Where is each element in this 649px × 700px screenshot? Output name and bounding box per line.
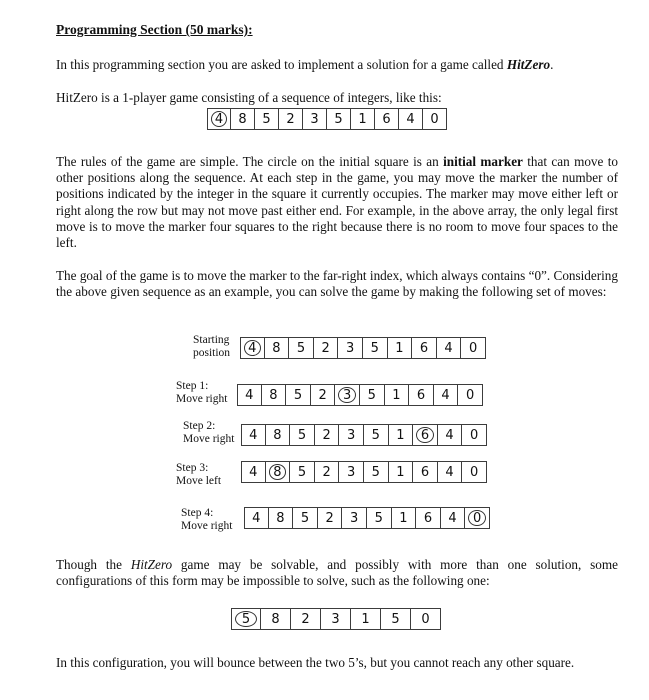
cell-value: 4 xyxy=(249,427,258,443)
sequence-cell xyxy=(261,608,291,630)
sequence-cell xyxy=(339,424,364,446)
step-label-line1: Starting xyxy=(193,334,230,346)
cell-value: 3 xyxy=(310,111,319,127)
section-heading: Programming Section (50 marks): xyxy=(56,22,253,37)
sequence-cell xyxy=(338,337,363,359)
sequence-cell xyxy=(321,608,351,630)
marker-cell xyxy=(413,424,438,446)
cell-value: 8 xyxy=(271,611,280,627)
step-label-line2: position xyxy=(193,346,231,359)
rules-text-1: The rules of the game are simple. The circle on the initial square is an xyxy=(56,154,444,169)
step-label xyxy=(193,334,230,359)
sequence-cell xyxy=(438,424,463,446)
sequence-cell xyxy=(314,337,339,359)
step-label-line2: Move right xyxy=(183,432,235,445)
step-sequence xyxy=(244,507,490,529)
sequence-cell xyxy=(339,461,364,483)
sequence-cell xyxy=(311,384,336,406)
cell-value: 5 xyxy=(297,427,307,443)
cell-value: 5 xyxy=(367,387,376,403)
cell-value: 6 xyxy=(420,464,430,480)
step-sequence xyxy=(241,461,487,483)
cell-value: 5 xyxy=(262,111,271,127)
cell-value: 4 xyxy=(249,464,258,480)
step-sequence xyxy=(240,337,486,359)
sequence-cell xyxy=(458,384,483,406)
sequence-cell xyxy=(409,384,434,406)
sequence-cell xyxy=(315,461,340,483)
sequence-cell xyxy=(265,337,290,359)
cell-value: 4 xyxy=(248,340,257,356)
sequence-cell xyxy=(303,108,327,130)
step-label-line2: Move right xyxy=(181,519,233,532)
sequence-cell xyxy=(411,608,441,630)
sequence-cell xyxy=(416,507,441,529)
sequence-cell xyxy=(388,337,413,359)
sequence-cell xyxy=(241,424,266,446)
goal-paragraph: The goal of the game is to move the marker to the far-right index, which always contains “0”. Considering the above given sequence as an example, you can solve the game by making the following set of moves: xyxy=(56,268,618,300)
sequence-cell xyxy=(291,608,321,630)
cell-value: 4 xyxy=(445,464,454,480)
cell-value: 4 xyxy=(252,510,261,526)
step-label-line1: Step 2: xyxy=(183,420,216,432)
cell-value: 2 xyxy=(322,427,331,443)
sequence-cell xyxy=(385,384,410,406)
cell-value: 8 xyxy=(269,387,278,403)
sequence-cell xyxy=(293,507,318,529)
cell-value: 4 xyxy=(448,510,457,526)
impossible-sequence xyxy=(231,608,441,630)
cell-value: 8 xyxy=(238,111,247,127)
cell-value: 6 xyxy=(423,510,433,526)
marker-cell xyxy=(231,608,261,630)
sequence-cell xyxy=(241,461,266,483)
rules-text-2: that can move to other positions along the sequence. At each step in the game, you may move the marker the number of positions indicated by the integer in the square it currently occupies. The marker may move either left or right along the row but may not move past either end. For example, in the above array, the only legal first move is to move the marker four squares to the right because there is no room to move four spaces to the left. xyxy=(56,154,618,251)
sequence-cell xyxy=(318,507,343,529)
cell-value: 6 xyxy=(420,427,430,443)
step-label-line2: Move right xyxy=(176,392,228,405)
unsolvable-text-2: game may be solvable, and possibly with more than one solution, some configurations of this form may be impossible to solve, such as the following one: xyxy=(56,557,618,589)
step-label-line1: Step 4: xyxy=(181,507,214,519)
cell-value: 0 xyxy=(466,387,475,403)
step-label xyxy=(181,507,232,532)
sequence-cell xyxy=(255,108,279,130)
cell-value: 2 xyxy=(325,510,334,526)
cell-value: 8 xyxy=(272,340,281,356)
sequence-cell xyxy=(399,108,423,130)
sequence-cell xyxy=(461,337,486,359)
sequence-cell xyxy=(413,461,438,483)
unsolvable-paragraph xyxy=(56,557,618,589)
cell-value: 4 xyxy=(441,387,450,403)
cell-value: 6 xyxy=(382,111,391,127)
intro-paragraph xyxy=(56,57,618,73)
cell-value: 5 xyxy=(297,464,307,480)
step-label xyxy=(176,462,221,487)
sequence-cell xyxy=(262,384,287,406)
step-sequence xyxy=(241,424,487,446)
cell-value: 5 xyxy=(374,510,383,526)
sequence-cell xyxy=(462,424,487,446)
cell-value: 2 xyxy=(322,464,331,480)
sequence-cell xyxy=(364,424,389,446)
sequence-cell xyxy=(438,461,463,483)
cell-value: 5 xyxy=(371,427,380,443)
sequence-cell xyxy=(290,461,315,483)
sequence-cell xyxy=(363,337,388,359)
step-label xyxy=(183,420,234,445)
marker-cell xyxy=(266,461,291,483)
cell-value: 5 xyxy=(391,611,400,627)
step-label-line1: Step 1: xyxy=(176,380,209,392)
cell-value: 2 xyxy=(321,340,330,356)
sequence-cell xyxy=(437,337,462,359)
cell-value: 2 xyxy=(318,387,327,403)
cell-value: 1 xyxy=(396,427,405,443)
sequence-cell xyxy=(327,108,351,130)
cell-value: 4 xyxy=(406,111,415,127)
cell-value: 3 xyxy=(346,340,355,356)
sequence-cell xyxy=(367,507,392,529)
step-label-line1: Step 3: xyxy=(176,462,209,474)
cell-value: 2 xyxy=(301,611,310,627)
cell-value: 8 xyxy=(276,510,285,526)
marker-cell xyxy=(465,507,490,529)
cell-value: 0 xyxy=(470,427,479,443)
cell-value: 4 xyxy=(444,340,453,356)
sequence-cell xyxy=(381,608,411,630)
cell-value: 1 xyxy=(361,611,370,627)
cell-value: 0 xyxy=(470,464,479,480)
sequence-cell xyxy=(412,337,437,359)
sequence-cell xyxy=(237,384,262,406)
sequence-cell xyxy=(351,608,381,630)
sequence-cell xyxy=(434,384,459,406)
cell-value: 1 xyxy=(399,510,408,526)
sequence-cell xyxy=(441,507,466,529)
cell-value: 5 xyxy=(296,340,306,356)
sequence-cell xyxy=(286,384,311,406)
cell-value: 4 xyxy=(245,387,254,403)
initial-marker-term: initial marker xyxy=(443,154,523,169)
cell-value: 5 xyxy=(334,111,343,127)
sequence-cell xyxy=(364,461,389,483)
intro-end: . xyxy=(550,57,554,72)
cell-value: 0 xyxy=(421,611,430,627)
cell-value: 5 xyxy=(241,611,251,627)
cell-value: 3 xyxy=(347,427,356,443)
description-line: HitZero is a 1-player game consisting of a sequence of integers, like this: xyxy=(56,90,442,105)
cell-value: 5 xyxy=(300,510,310,526)
marker-cell xyxy=(335,384,360,406)
game-name: HitZero xyxy=(506,57,551,72)
cell-value: 5 xyxy=(293,387,303,403)
sequence-cell xyxy=(231,108,255,130)
sequence-cell xyxy=(392,507,417,529)
marker-cell xyxy=(240,337,265,359)
sequence-cell xyxy=(360,384,385,406)
sequence-cell xyxy=(269,507,294,529)
sequence-cell xyxy=(462,461,487,483)
step-label xyxy=(176,380,227,405)
cell-value: 3 xyxy=(343,387,352,403)
example-sequence xyxy=(207,108,447,130)
sequence-cell xyxy=(389,424,414,446)
game-name-italic: HitZero xyxy=(130,557,173,572)
step-sequence xyxy=(237,384,483,406)
sequence-cell xyxy=(244,507,269,529)
sequence-cell xyxy=(351,108,375,130)
sequence-cell xyxy=(375,108,399,130)
sequence-cell xyxy=(342,507,367,529)
cell-value: 3 xyxy=(347,464,356,480)
cell-value: 8 xyxy=(273,464,282,480)
cell-value: 6 xyxy=(419,340,429,356)
sequence-cell xyxy=(315,424,340,446)
cell-value: 0 xyxy=(430,111,439,127)
cell-value: 0 xyxy=(473,510,482,526)
cell-value: 4 xyxy=(214,111,224,127)
cell-value: 5 xyxy=(370,340,379,356)
cell-value: 6 xyxy=(416,387,426,403)
conclusion-paragraph: In this configuration, you will bounce between the two 5’s, but you cannot reach any other square. xyxy=(56,655,575,670)
cell-value: 8 xyxy=(273,427,282,443)
cell-value: 4 xyxy=(445,427,454,443)
cell-value: 3 xyxy=(331,611,340,627)
cell-value: 1 xyxy=(392,387,401,403)
sequence-cell xyxy=(266,424,291,446)
unsolvable-text-1: Though the xyxy=(56,557,131,572)
sequence-cell xyxy=(423,108,447,130)
sequence-cell xyxy=(279,108,303,130)
cell-value: 5 xyxy=(371,464,380,480)
sequence-cell xyxy=(290,424,315,446)
cell-value: 1 xyxy=(396,464,405,480)
cell-value: 1 xyxy=(358,111,367,127)
cell-value: 3 xyxy=(350,510,359,526)
rules-paragraph xyxy=(56,154,618,251)
intro-text: In this programming section you are asked to implement a solution for a game called xyxy=(56,57,507,72)
marker-cell xyxy=(207,108,231,130)
sequence-cell xyxy=(389,461,414,483)
sequence-cell xyxy=(289,337,314,359)
cell-value: 1 xyxy=(395,340,404,356)
cell-value: 2 xyxy=(286,111,295,127)
step-label-line2: Move left xyxy=(176,474,222,487)
cell-value: 0 xyxy=(469,340,478,356)
